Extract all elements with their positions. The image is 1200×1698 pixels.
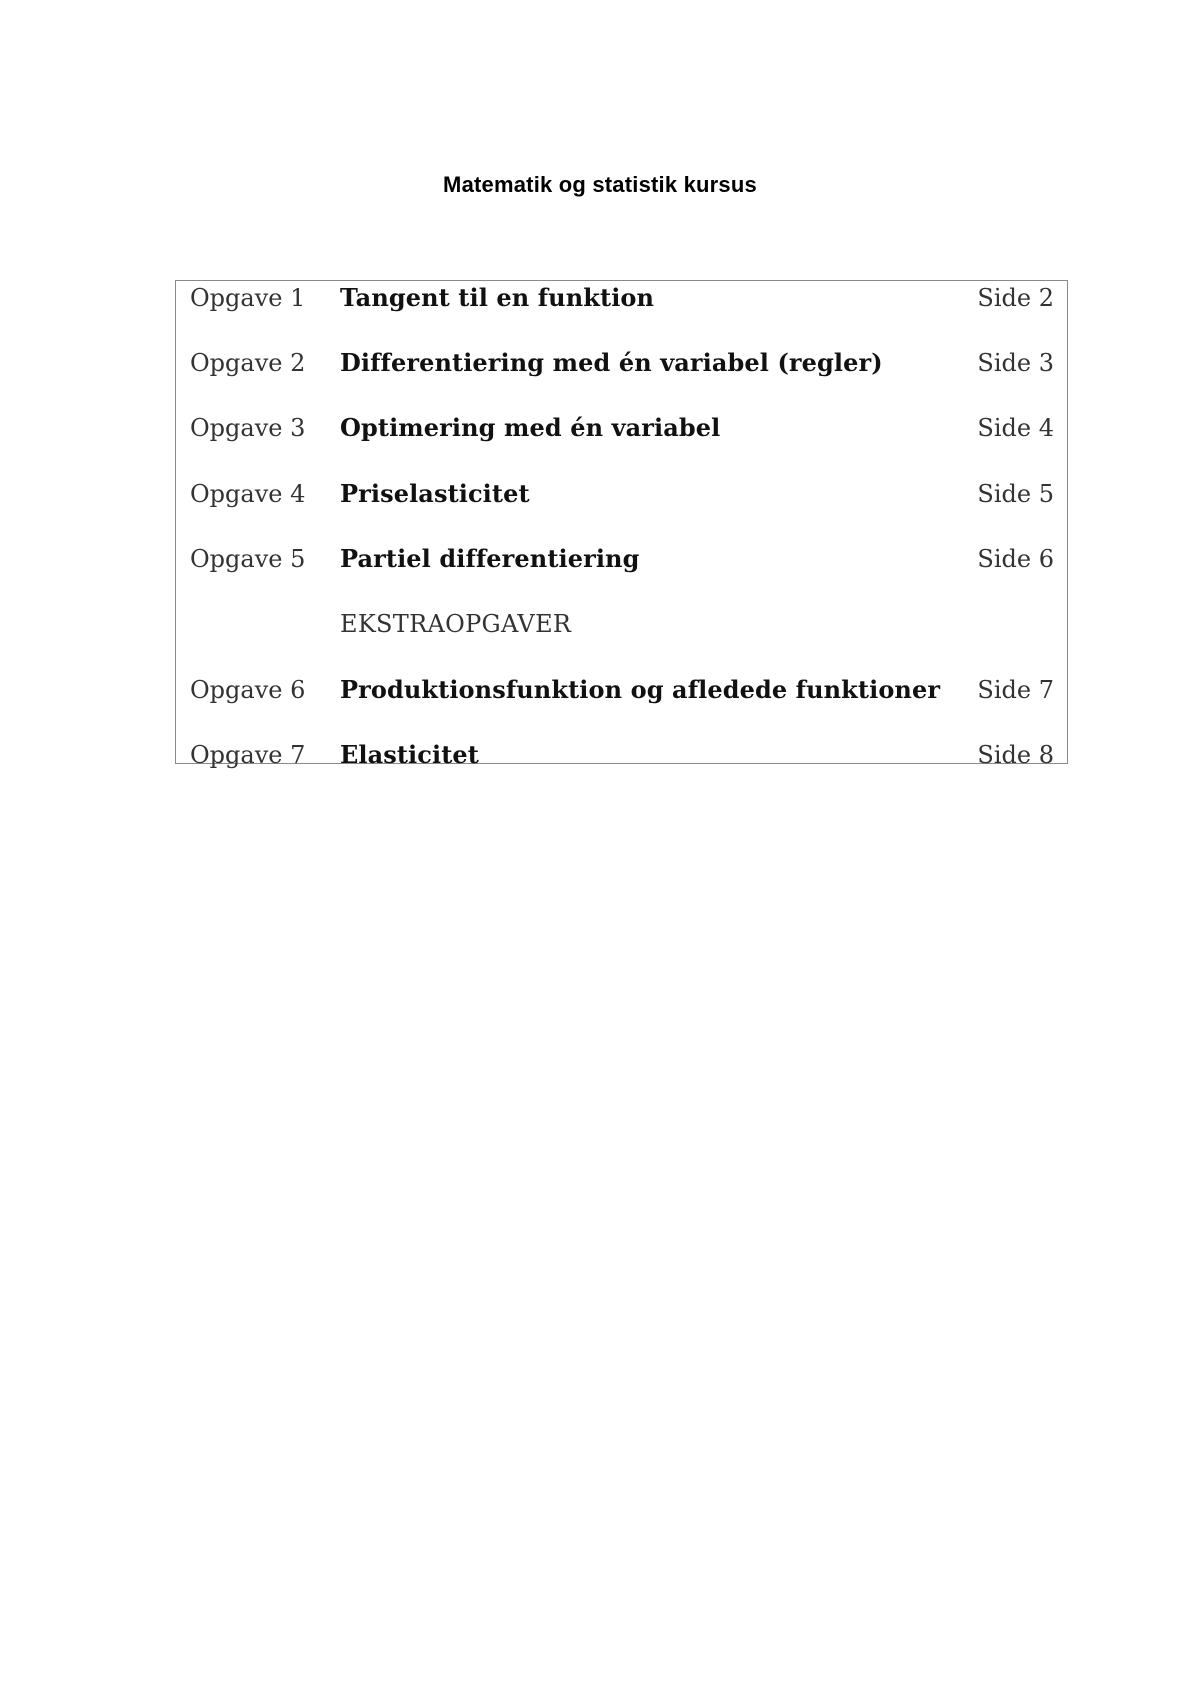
toc-task-label: Opgave 2 [190, 349, 306, 377]
toc-row [176, 474, 1067, 514]
page-title: Matematik og statistik kursus [443, 172, 757, 197]
toc-row [176, 735, 1067, 775]
toc-task-label: Opgave 3 [190, 414, 306, 442]
toc-task-label: Opgave 6 [190, 676, 306, 704]
toc-row [176, 278, 1067, 318]
toc-section-row [176, 604, 1067, 644]
toc-entry-title: Optimering med én variabel [340, 413, 721, 442]
toc-page-number: Side 3 [977, 349, 1054, 377]
toc-entry-title: Partiel differentiering [340, 544, 640, 573]
toc-row [176, 670, 1067, 710]
toc-page-number: Side 2 [977, 284, 1054, 312]
toc-task-label: Opgave 5 [190, 545, 306, 573]
toc-entry-title: Priselasticitet [340, 479, 530, 508]
table-of-contents [175, 280, 1068, 769]
toc-page-number: Side 7 [977, 676, 1054, 704]
toc-entry-title: Elasticitet [340, 740, 479, 769]
toc-page-number: Side 8 [977, 741, 1054, 769]
toc-page-number: Side 6 [977, 545, 1054, 573]
toc-entry-title: Differentiering med én variabel (regler) [340, 348, 883, 377]
toc-page-number: Side 5 [977, 480, 1054, 508]
toc-task-label: Opgave 4 [190, 480, 306, 508]
toc-entry-title: Tangent til en funktion [340, 283, 655, 312]
toc-entry-title: Produktionsfunktion og afledede funktioner [340, 675, 941, 704]
toc-row [176, 539, 1067, 579]
toc-section-heading: EKSTRAOPGAVER [340, 610, 572, 638]
toc-row [176, 343, 1067, 383]
toc-task-label: Opgave 1 [190, 284, 306, 312]
toc-page-number: Side 4 [977, 414, 1054, 442]
toc-row [176, 408, 1067, 448]
toc-task-label: Opgave 7 [190, 741, 306, 769]
